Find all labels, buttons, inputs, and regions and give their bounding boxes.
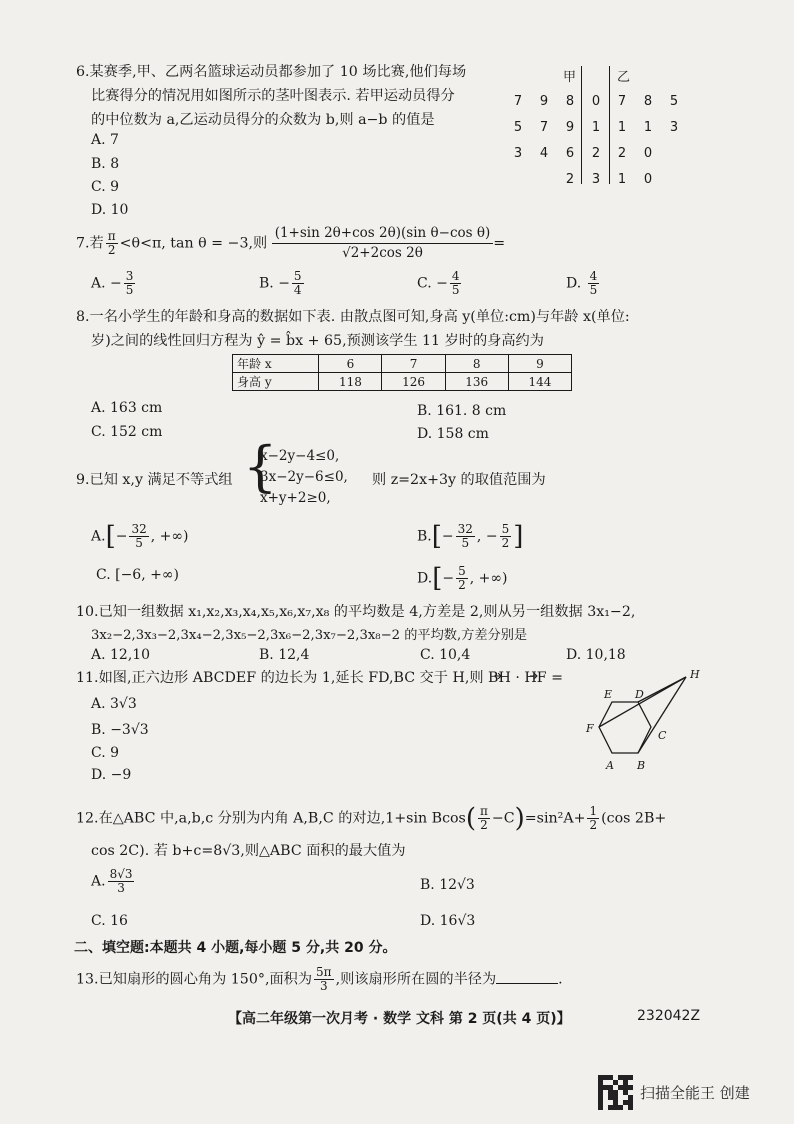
- q8-option-a: A. 163 cm: [91, 400, 163, 416]
- table-row: [233, 355, 572, 373]
- leaf-right-cell: 3: [669, 119, 679, 135]
- q11-option-a: A. 3√3: [91, 696, 137, 712]
- q9-option-d: D.[− $\frac{5}{2}$ , +∞): [417, 563, 508, 594]
- q7-option-b: B. − $\frac{5}{4}$: [259, 269, 302, 297]
- stem-leaf-row: [505, 114, 687, 140]
- q12-option-a: A. $\frac{8√3}{3}$: [91, 867, 133, 895]
- q12-line1: 12.在△ABC 中,a,b,c 分别为内角 A,B,C 的对边,1+sin Bcos( $\frac{\pi}{2}$ −C)=sin²A+ $\frac{1}{2}$ (cos 2B+: [76, 803, 667, 834]
- label-f: F: [586, 722, 594, 735]
- watermark-text: 扫描全能王 创建: [640, 1084, 750, 1102]
- label-b: B: [637, 759, 646, 772]
- leaf-right-cell: [661, 140, 687, 166]
- leaf-right-cell: 7: [617, 93, 627, 109]
- q10-line1: 10.已知一组数据 x₁,x₂,x₃,x₄,x₅,x₆,x₇,x₈ 的平均数是 4,方差是 2,则从另一组数据 3x₁−2,: [76, 604, 636, 620]
- q11-option-b: B. −3√3: [91, 722, 149, 738]
- q9-system: [260, 446, 348, 509]
- q11-option-c: C. 9: [91, 745, 120, 761]
- stem-leaf-table: [505, 88, 687, 192]
- leaf-left-cell: [505, 166, 531, 192]
- leaf-left-cell: 4: [539, 145, 549, 161]
- q7-stem: 7.若 $\frac{\pi}{2}$ <θ<π, tan θ = −3,则 $\frac{\text{(1+sin 2θ+cos 2θ)(sin θ−cos θ)}}{√2+2\cos 2\theta}$ =: [76, 225, 506, 261]
- q12-option-d: D. 16√3: [420, 913, 476, 929]
- table-cell: 身高 y: [233, 373, 319, 391]
- q12-option-c: C. 16: [91, 913, 128, 929]
- q6-option-c: C. 9: [91, 179, 120, 195]
- q13-stem: 13.已知扇形的圆心角为 150°,面积为 $\frac{5\pi}{3}$ ,则该扇形所在圆的半径为 .: [76, 965, 563, 993]
- label-c: C: [658, 729, 667, 742]
- table-cell: 7: [382, 355, 445, 373]
- leaf-left-cell: 9: [565, 119, 575, 135]
- q12-option-b: B. 12√3: [420, 877, 475, 893]
- section-heading-fill-blank: 二、填空题:本题共 4 小题,每小题 5 分,共 20 分。: [74, 940, 397, 956]
- hexagon-figure: [578, 665, 708, 785]
- q6-option-b: B. 8: [91, 156, 120, 172]
- q9-option-b: B.[− $\frac{32}{5}$ , − $\frac{5}{2}$ ]: [417, 521, 524, 552]
- table-cell: 144: [508, 373, 571, 391]
- q8-option-d: D. 158 cm: [417, 426, 489, 442]
- leaf-right-cell: 0: [643, 171, 653, 187]
- stem-cell: 2: [591, 145, 601, 161]
- q9-ineq-3: x+y+2≥0,: [260, 490, 331, 506]
- q9-pre: 9.已知 x,y 满足不等式组: [76, 472, 233, 488]
- leaf-right-cell: 5: [669, 93, 679, 109]
- q11-stem: 11.如图,正六边形 ABCDEF 的边长为 1,延长 FD,BC 交于 H,则 BH · HF =: [76, 670, 563, 686]
- table-cell: 9: [508, 355, 571, 373]
- leaf-left-cell: 8: [565, 93, 575, 109]
- stem-leaf-row: [505, 88, 687, 114]
- label-a: A: [606, 759, 614, 772]
- leaf-right-cell: 1: [617, 171, 627, 187]
- q11-option-d: D. −9: [91, 767, 132, 783]
- q9-ineq-2: 3x−2y−6≤0,: [260, 469, 348, 485]
- leaf-left-cell: 7: [539, 119, 549, 135]
- q10-option-d: D. 10,18: [566, 647, 626, 663]
- stem-cell: 1: [591, 119, 601, 135]
- stem-cell: 3: [591, 171, 601, 187]
- leaf-left-cell: 5: [513, 119, 523, 135]
- table-cell: 8: [445, 355, 508, 373]
- stem-leaf-header-right: 乙: [617, 70, 631, 85]
- q7-option-a: A. − $\frac{3}{5}$: [91, 269, 134, 297]
- q7-option-c: C. − $\frac{4}{5}$: [417, 269, 460, 297]
- stem-cell: 0: [591, 93, 601, 109]
- leaf-right-cell: 2: [617, 145, 627, 161]
- leaf-left-cell: 7: [513, 93, 523, 109]
- label-d: D: [635, 688, 644, 701]
- q10-option-a: A. 12,10: [91, 647, 151, 663]
- q12-line2: cos 2C). 若 b+c=8√3,则△ABC 面积的最大值为: [91, 843, 406, 859]
- q9-system-brace: {: [243, 435, 278, 498]
- table-cell: 6: [319, 355, 382, 373]
- leaf-left-cell: [531, 166, 557, 192]
- q8-line1: 8.一名小学生的年龄和身高的数据如下表. 由散点图可知,身高 y(单位:cm)与年龄 x(单位:: [76, 309, 630, 325]
- q9-option-a: A.[− $\frac{32}{5}$ , +∞): [91, 521, 189, 552]
- table-row: [233, 373, 572, 391]
- q8-option-c: C. 152 cm: [91, 424, 163, 440]
- table-cell: 年龄 x: [233, 355, 319, 373]
- q6-line1: 6.某赛季,甲、乙两名篮球运动员都参加了 10 场比赛,他们每场: [76, 64, 467, 80]
- footer-exam-info: 【高二年级第一次月考 · 数学 文科 第 2 页(共 4 页)】: [228, 1011, 571, 1027]
- leaf-left-cell: 3: [513, 145, 523, 161]
- vector-arrow-hf: [530, 673, 538, 679]
- label-e: E: [604, 688, 613, 701]
- leaf-left-cell: 9: [539, 93, 549, 109]
- leaf-right-cell: 0: [643, 145, 653, 161]
- vector-arrow-bh: [494, 673, 502, 679]
- leaf-left-cell: 2: [565, 171, 575, 187]
- table-cell: 136: [445, 373, 508, 391]
- q9-ineq-1: x−2y−4≤0,: [260, 448, 340, 464]
- answer-blank: [496, 983, 558, 984]
- footer-code: 232042Z: [637, 1008, 701, 1024]
- q10-option-c: C. 10,4: [420, 647, 471, 663]
- q6-option-d: D. 10: [91, 202, 129, 218]
- leaf-right-cell: 1: [643, 119, 653, 135]
- stem-leaf-header-left: 甲: [563, 70, 577, 85]
- stem-leaf-row: [505, 140, 687, 166]
- qr-code-icon: [598, 1075, 633, 1110]
- q6-option-a: A. 7: [91, 132, 119, 148]
- leaf-right-cell: [661, 166, 687, 192]
- leaf-left-cell: 6: [565, 145, 575, 161]
- q6-line3: 的中位数为 a,乙运动员得分的众数为 b,则 a−b 的值是: [91, 112, 435, 128]
- table-cell: 118: [319, 373, 382, 391]
- q8-option-b: B. 161. 8 cm: [417, 403, 507, 419]
- q7-option-d: D. $\frac{4}{5}$: [566, 269, 598, 297]
- q9-post: 则 z=2x+3y 的取值范围为: [372, 472, 546, 488]
- table-cell: 126: [382, 373, 445, 391]
- q9-option-c: C. [−6, +∞): [96, 567, 179, 583]
- q10-option-b: B. 12,4: [259, 647, 310, 663]
- q8-line2: 岁)之间的线性回归方程为 ŷ = b̂x + 65,预测该学生 11 岁时的身高约为: [91, 333, 544, 349]
- stem-leaf-row: [505, 166, 687, 192]
- q10-line2: 3x₂−2,3x₃−2,3x₄−2,3x₅−2,3x₆−2,3x₇−2,3x₈−2 的平均数,方差分别是: [91, 628, 528, 643]
- q6-line2: 比赛得分的情况用如图所示的茎叶图表示. 若甲运动员得分: [91, 88, 455, 104]
- stem-leaf-plot: [505, 66, 690, 190]
- leaf-right-cell: 8: [643, 93, 653, 109]
- leaf-right-cell: 1: [617, 119, 627, 135]
- q8-data-table: [232, 354, 572, 391]
- label-h: H: [690, 668, 700, 681]
